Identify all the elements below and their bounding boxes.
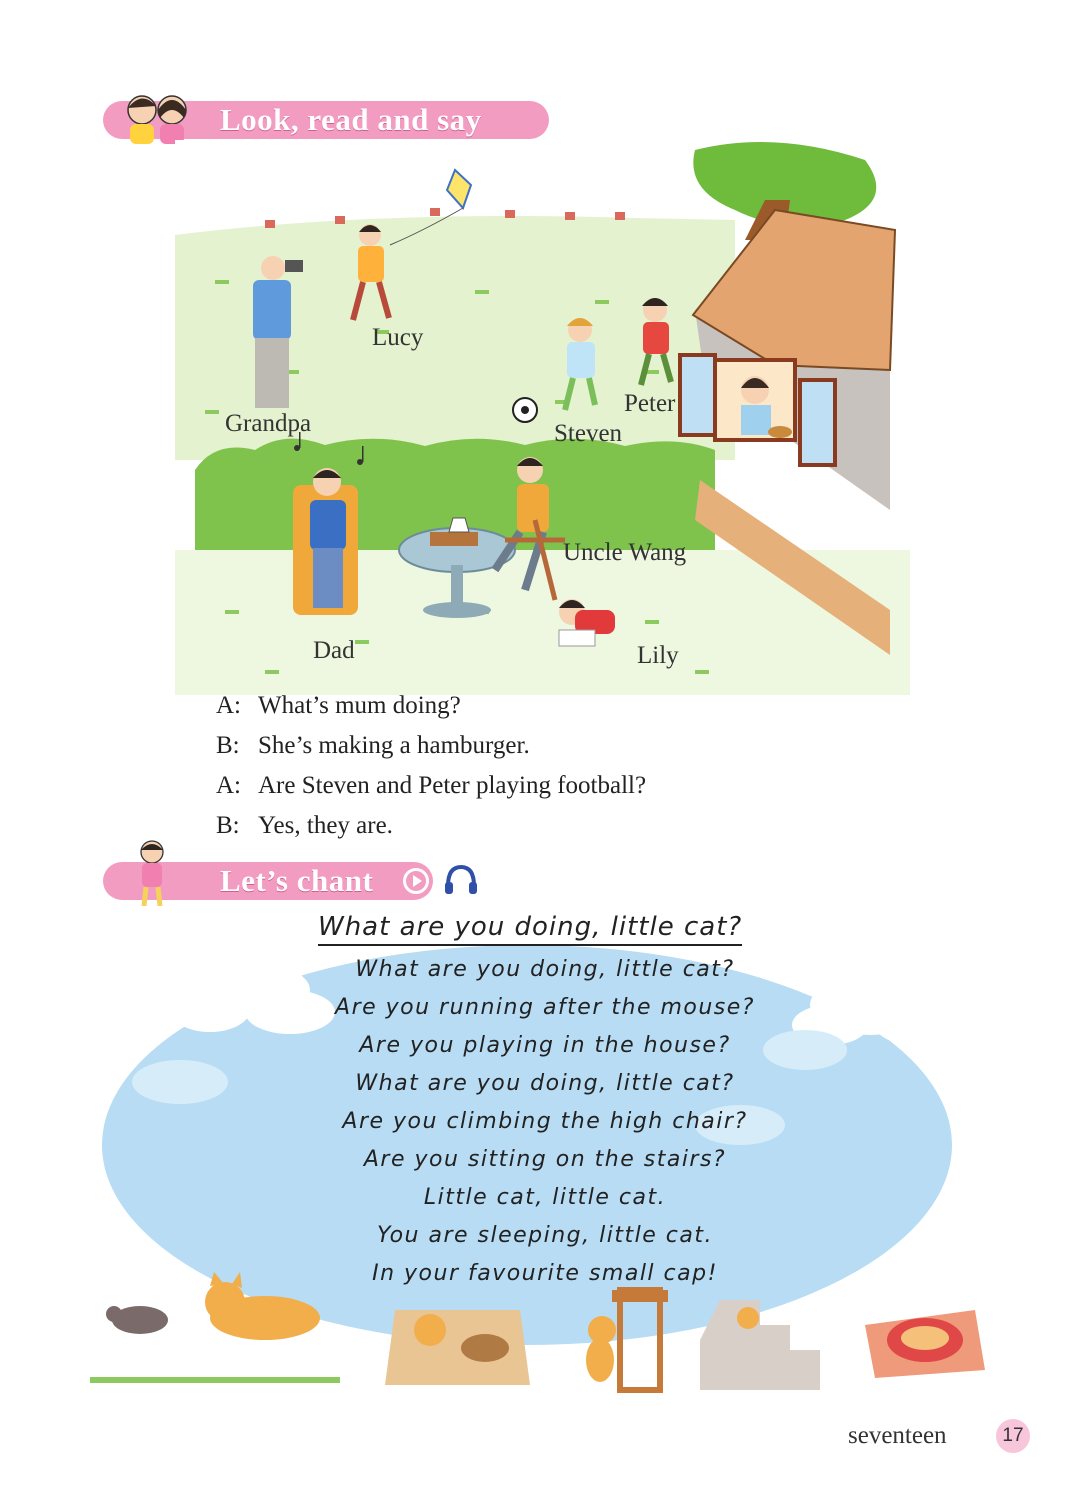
chant-line: In your favourite small cap! — [372, 1261, 718, 1286]
speaker: B: — [216, 732, 240, 759]
chant-line: Are you sitting on the stairs? — [363, 1147, 727, 1172]
cat-sleeping-illustration — [865, 1310, 985, 1378]
chant-line: What are you doing, little cat? — [355, 1071, 735, 1096]
chant-line: Are you playing in the house? — [359, 1033, 731, 1058]
dialog-text: She’s making a hamburger. — [258, 732, 530, 759]
label-steven: Steven — [554, 420, 623, 447]
dialog-text: Are Steven and Peter playing football? — [258, 772, 647, 799]
dialog-line — [216, 772, 646, 800]
dialog-line — [216, 692, 461, 720]
kids-mascot-icon — [118, 90, 198, 146]
football-icon — [513, 398, 537, 422]
label-peter: Peter — [624, 390, 676, 417]
play-icon[interactable] — [403, 868, 429, 894]
label-grandpa: Grandpa — [225, 410, 312, 437]
speaker: B: — [216, 812, 240, 839]
label-lucy: Lucy — [372, 324, 424, 351]
label-lily: Lily — [637, 642, 679, 669]
cat-in-house-illustration — [385, 1310, 530, 1385]
chant-line: Little cat, little cat. — [423, 1185, 667, 1210]
label-uncle-wang: Uncle Wang — [563, 539, 687, 566]
chant-line: You are sleeping, little cat. — [377, 1223, 713, 1248]
section-title: Look, read and say — [220, 102, 482, 137]
label-dad: Dad — [313, 637, 355, 664]
chant-line: Are you climbing the high chair? — [342, 1109, 748, 1134]
cat-on-stairs-illustration — [700, 1300, 820, 1390]
dialog-line — [216, 812, 393, 840]
section-title: Let’s chant — [220, 863, 374, 898]
chant-line: Are you running after the mouse? — [335, 995, 755, 1020]
chant-title: What are you doing, little cat? — [318, 912, 742, 946]
dialog-text: Yes, they are. — [258, 812, 393, 839]
dialog-line — [216, 732, 530, 760]
park-scene-illustration — [175, 140, 910, 695]
chant-line: What are you doing, little cat? — [355, 957, 735, 982]
page-number-badge: 17 — [996, 1419, 1030, 1453]
headphones-icon[interactable] — [444, 864, 478, 896]
speaker: A: — [216, 692, 241, 719]
dad-figure — [293, 468, 358, 615]
dialog-text: What’s mum doing? — [258, 692, 461, 719]
page-number-word: seventeen — [848, 1422, 947, 1449]
kid-mascot-icon — [128, 838, 178, 910]
speaker: A: — [216, 772, 241, 799]
play-icon[interactable] — [620, 107, 646, 133]
